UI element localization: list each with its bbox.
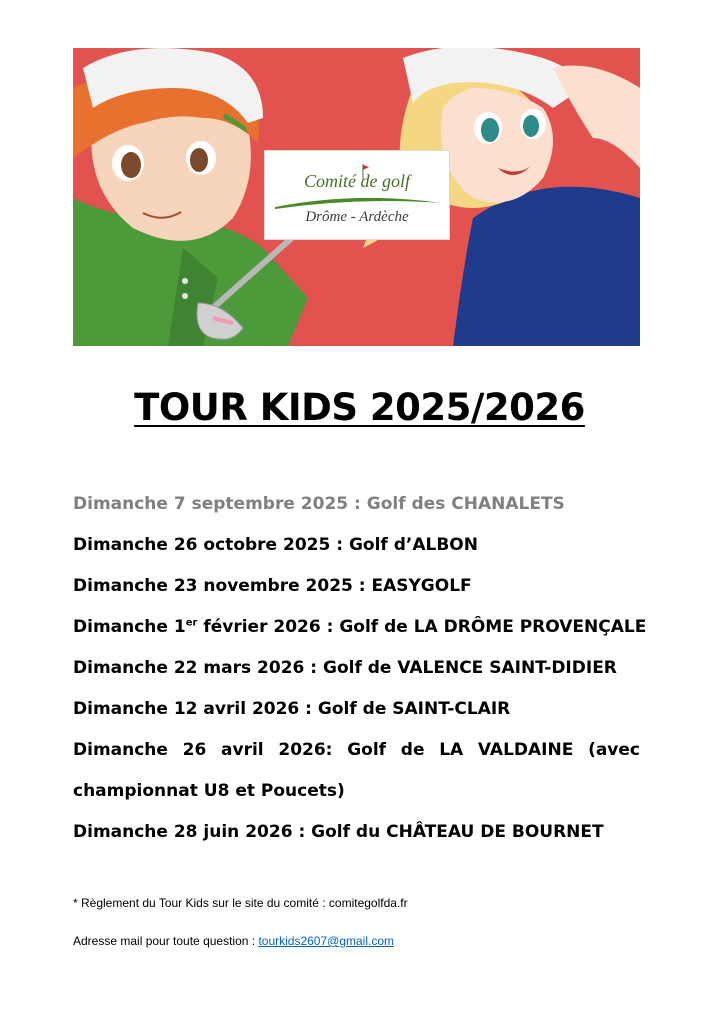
golf-flag-icon xyxy=(362,164,370,180)
event-item: Dimanche 23 novembre 2025 : EASYGOLF xyxy=(73,576,472,596)
ordinal-suffix: er xyxy=(185,617,198,629)
logo-text-line2: Drôme - Ardèche xyxy=(305,209,409,225)
event-item xyxy=(73,607,647,648)
logo xyxy=(264,150,450,240)
event-list xyxy=(73,484,647,853)
event-item: Dimanche 28 juin 2026 : Golf du CHÂTEAU DE BOURNET xyxy=(73,822,604,842)
event-line1: Dimanche 26 avril 2026: Golf de LA VALDAINE (avec xyxy=(73,740,640,760)
event-item: Dimanche 7 septembre 2025 : Golf des CHANALETS xyxy=(73,494,565,514)
header-banner xyxy=(73,48,640,346)
event-item: Dimanche 22 mars 2026 : Golf de VALENCE SAINT-DIDIER xyxy=(73,658,617,678)
event-date: Dimanche 1 xyxy=(73,617,186,637)
page-title: TOUR KIDS 2025/2026 xyxy=(134,386,585,429)
rules-note: * Règlement du Tour Kids sur le site du comité : comitegolfda.fr xyxy=(73,896,408,910)
event-detail: février 2026 : Golf de LA DRÔME PROVENÇALE xyxy=(197,617,647,637)
contact-email-link[interactable]: tourkids2607@gmail.com xyxy=(258,934,395,948)
event-item xyxy=(73,730,640,812)
event-item: Dimanche 26 octobre 2025 : Golf d’ALBON xyxy=(73,535,478,555)
logo-text-line1: Comité de golf xyxy=(304,171,410,191)
logo-swoosh xyxy=(275,195,441,209)
contact-line xyxy=(73,934,394,948)
event-line2: championnat U8 et Poucets) xyxy=(73,781,345,801)
event-item: Dimanche 12 avril 2026 : Golf de SAINT-CLAIR xyxy=(73,699,511,719)
contact-label: Adresse mail pour toute question : xyxy=(73,934,259,948)
